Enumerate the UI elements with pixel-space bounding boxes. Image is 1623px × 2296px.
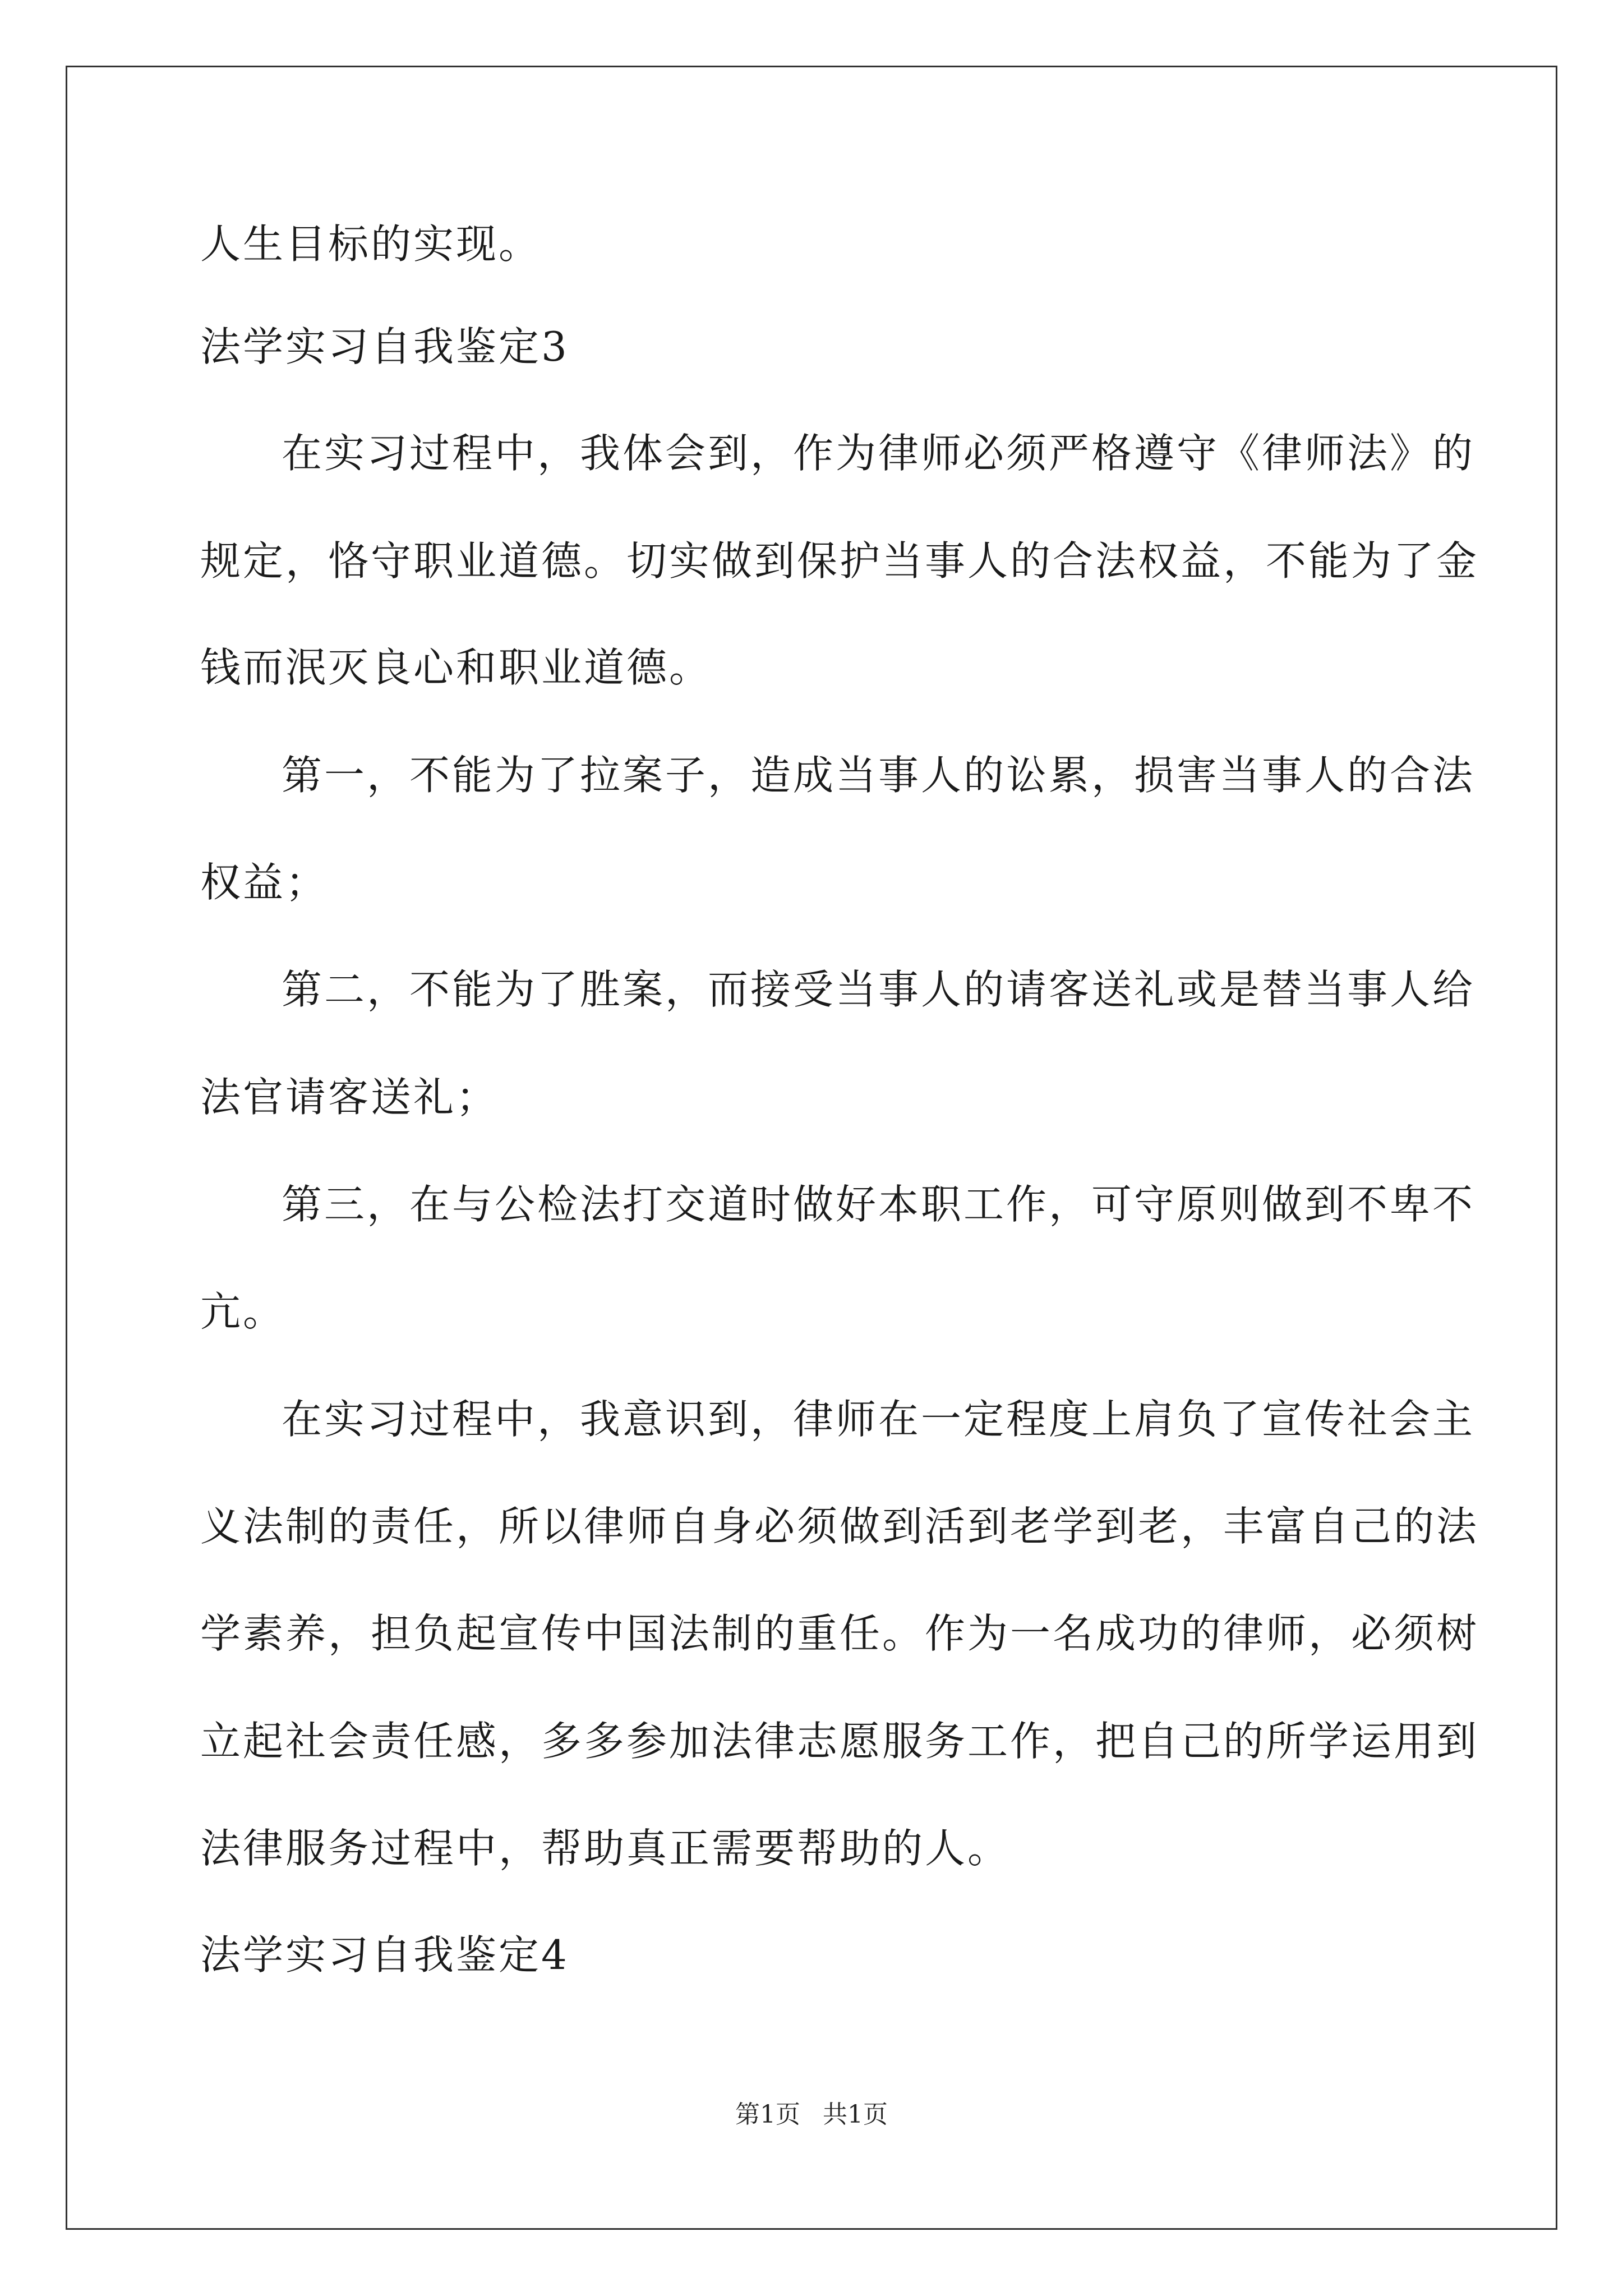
paragraph-line: 学素养，担负起宣传中国法制的重任。作为一名成功的律师，必须树 [200,1610,1479,1657]
page-border [66,66,1557,2230]
paragraph-line: 在实习过程中，我意识到，律师在一定程度上肩负了宣传社会主 [282,1396,1476,1443]
paragraph-line: 人生目标的实现。 [200,220,542,268]
paragraph-line: 规定，恪守职业道德。切实做到保护当事人的合法权益，不能为了金 [200,537,1479,585]
paragraph-line: 法官请客送礼； [200,1074,499,1121]
page-number: 第1页 [735,2100,800,2129]
section-heading-3: 法学实习自我鉴定3 [200,323,569,370]
paragraph-line: 钱而泯灭良心和职业道德。 [200,644,712,691]
paragraph-line: 亢。 [200,1288,286,1335]
paragraph-line: 第二，不能为了胜案，而接受当事人的请客送礼或是替当事人给 [282,966,1476,1013]
paragraph-line: 法律服务过程中，帮助真正需要帮助的人。 [200,1825,1011,1872]
page-total: 共1页 [823,2100,888,2129]
paragraph-line: 义法制的责任，所以律师自身必须做到活到老学到老，丰富自己的法 [200,1503,1479,1550]
section-heading-4: 法学实习自我鉴定4 [200,1931,569,1978]
paragraph-line: 权益； [200,859,329,906]
paragraph-line: 第一，不能为了拉案子，造成当事人的讼累，损害当事人的合法 [282,752,1476,799]
paragraph-line: 立起社会责任感，多多参加法律志愿服务工作，把自己的所学运用到 [200,1718,1479,1765]
page-footer [0,2098,1623,2132]
paragraph-line: 在实习过程中，我体会到，作为律师必须严格遵守《律师法》的 [282,430,1476,477]
paragraph-line: 第三，在与公检法打交道时做好本职工作，可守原则做到不卑不 [282,1181,1476,1228]
